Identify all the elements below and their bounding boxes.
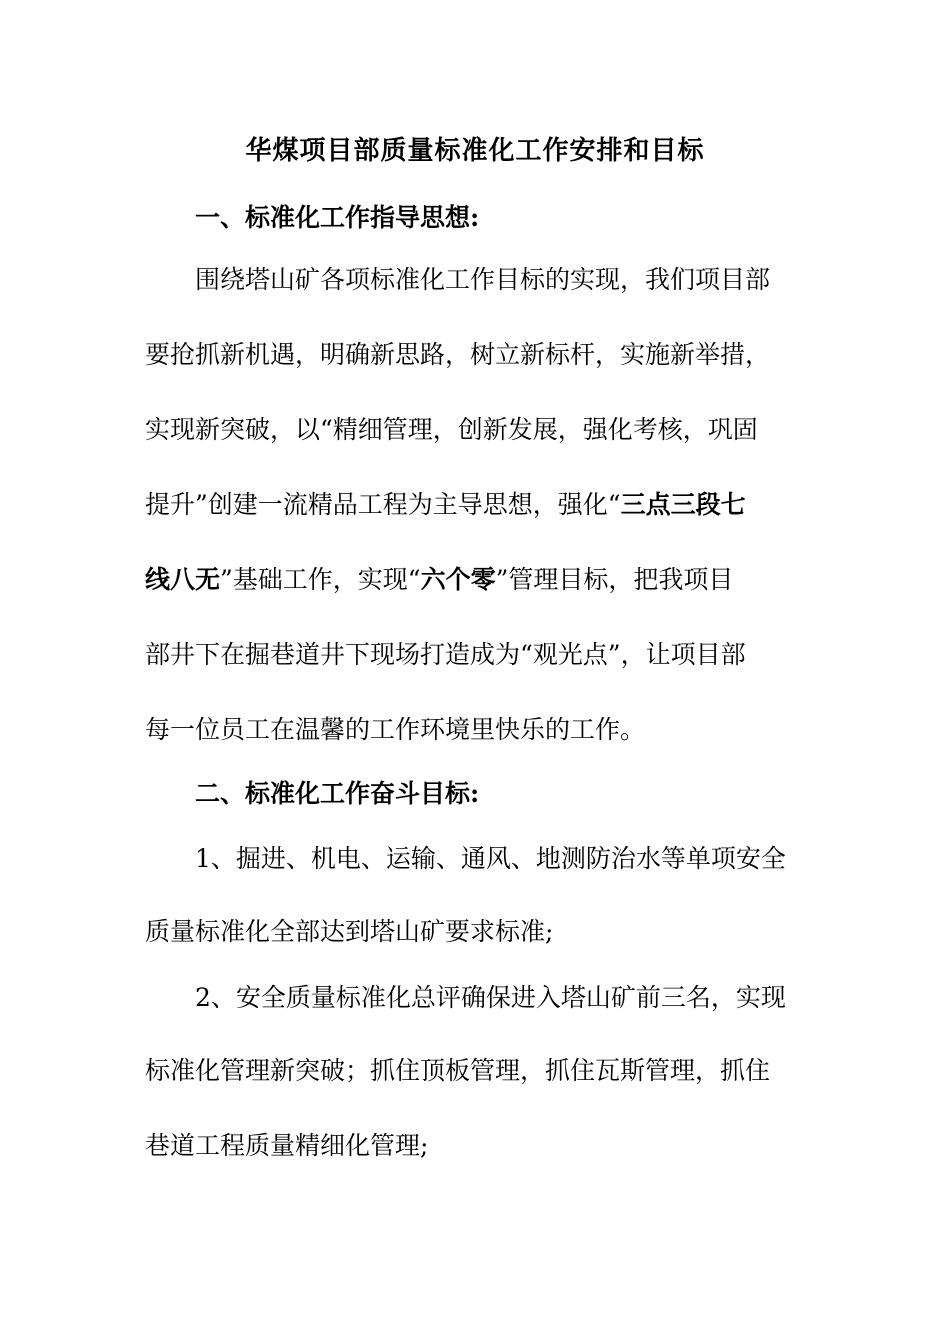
paragraph-line: 要抢抓新机遇，明确新思路，树立新标杆，实施新举措，: [145, 340, 771, 369]
document-title: 华煤项目部质量标准化工作安排和目标: [245, 136, 705, 166]
paragraph-line: 围绕塔山矿各项标准化工作目标的实现，我们项目部: [195, 265, 771, 294]
emphasis-text: 六个零: [420, 565, 496, 594]
list-item-line: 标准化管理新突破；抓住顶板管理，抓住瓦斯管理，抓住: [145, 1056, 771, 1085]
section-heading-goals: 二、标准化工作奋斗目标:: [195, 779, 480, 808]
list-item-line: 巷道工程质量精细化管理;: [145, 1131, 429, 1160]
paragraph-text: ”管理目标，把我项目: [495, 565, 734, 594]
paragraph-line: 每一位员工在温馨的工作环境里快乐的工作。: [145, 715, 646, 744]
paragraph-text: 提升”创建一流精品工程为主导思想，强化“: [145, 490, 621, 519]
emphasis-text: 三点三段七: [620, 490, 746, 519]
section-heading-guiding-ideology: 一、标准化工作指导思想:: [195, 203, 480, 232]
paragraph-line: 实现新突破，以“精细管理，创新发展，强化考核，巩固: [145, 415, 758, 444]
paragraph-line: [145, 487, 810, 523]
list-item-line: 1、掘进、机电、运输、通风、地测防治水等单项安全: [195, 844, 786, 873]
list-item-line: 2、安全质量标准化总评确保进入塔山矿前三名，实现: [195, 983, 786, 1012]
paragraph-line: [145, 562, 810, 598]
paragraph-text: ”基础工作，实现“: [220, 565, 421, 594]
paragraph-line: 部井下在掘巷道井下现场打造成为“观光点”，让项目部: [145, 640, 746, 669]
list-item-line: 质量标准化全部达到塔山矿要求标准;: [145, 917, 554, 946]
emphasis-text: 线八无: [145, 565, 221, 594]
